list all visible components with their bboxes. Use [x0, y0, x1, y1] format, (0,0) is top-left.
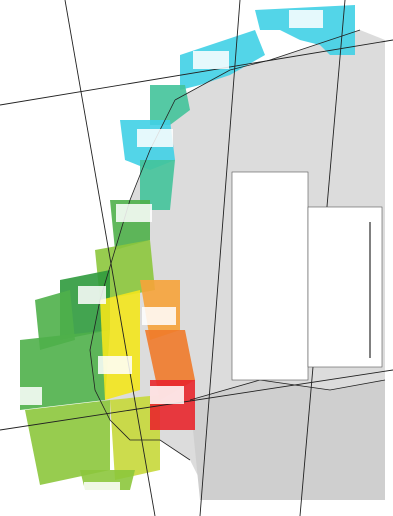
color-legend — [232, 172, 308, 380]
km-scale — [308, 207, 382, 367]
